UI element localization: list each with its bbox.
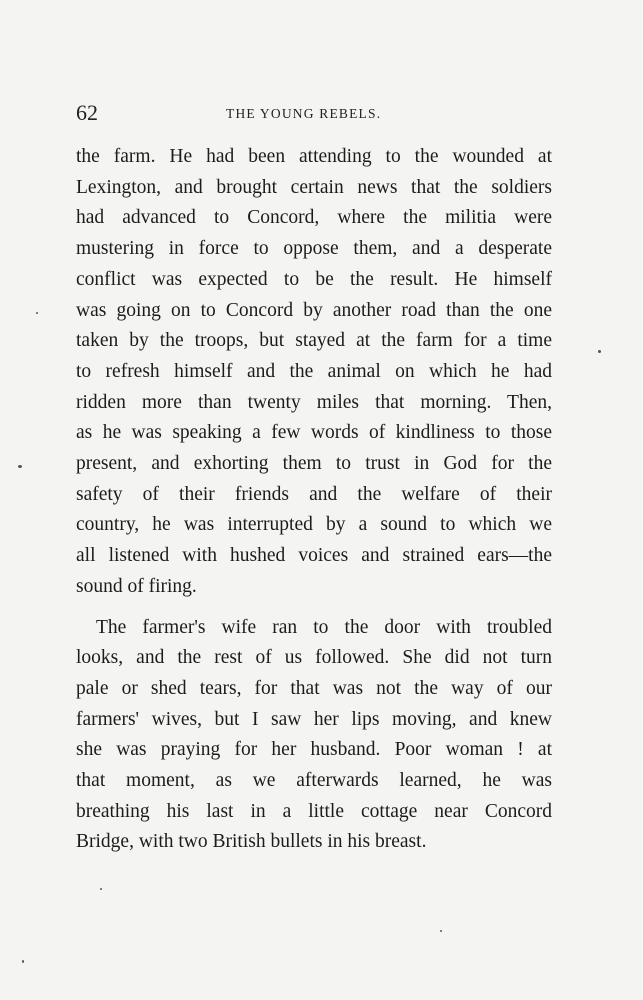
scan-speck [440,930,442,932]
text-line: safety of their friends and the welfare of their [76,483,552,505]
text-line: pale or shed tears, for that was not the way of our [76,677,552,699]
page-header [76,100,552,130]
paragraph-2 [76,613,552,859]
text-line: looks, and the rest of us followed. She did not turn [76,647,552,669]
text-line: that moment, as we afterwards learned, he was [76,770,552,792]
running-title: THE YOUNG REBELS. [226,106,382,121]
text-line: farmers' wives, but I saw her lips moving, and knew [76,708,552,730]
scan-speck [36,312,38,314]
paragraph-1 [76,142,552,603]
scan-speck [598,350,601,353]
scan-speck [18,465,22,468]
text-line: was going on to Concord by another road than the one [76,299,552,321]
text-line: conflict was expected to be the result. He himself [76,268,552,290]
text-line: The farmer's wife ran to the door with troubled [96,616,552,638]
text-line: all listened with hushed voices and strained ears—the [76,545,552,567]
text-line: as he was speaking a few words of kindliness to those [76,422,552,444]
body-text [76,142,552,858]
text-line: Lexington, and brought certain news that the soldiers [76,176,552,198]
text-line: she was praying for her husband. Poor woman ! at [76,739,552,761]
text-line: the farm. He had been attending to the wounded at [76,146,552,167]
text-line: taken by the troops, but stayed at the farm for a time [76,330,552,352]
text-line: sound of firing. [76,575,197,597]
text-line: mustering in force to oppose them, and a desperate [76,238,552,260]
text-line: ridden more than twenty miles that morning. Then, [76,391,552,413]
page-number: 62 [76,100,98,125]
text-line: to refresh himself and the animal on which he had [76,360,552,382]
text-line: Bridge, with two British bullets in his breast. [76,831,427,853]
paragraph-gap [76,603,552,613]
scan-speck [100,888,102,890]
text-line: country, he was interrupted by a sound to which we [76,514,552,536]
text-line: present, and exhorting them to trust in God for the [76,453,552,475]
text-line: had advanced to Concord, where the militia were [76,207,552,229]
text-line: breathing his last in a little cottage near Concord [76,800,552,822]
scan-speck [22,960,24,963]
